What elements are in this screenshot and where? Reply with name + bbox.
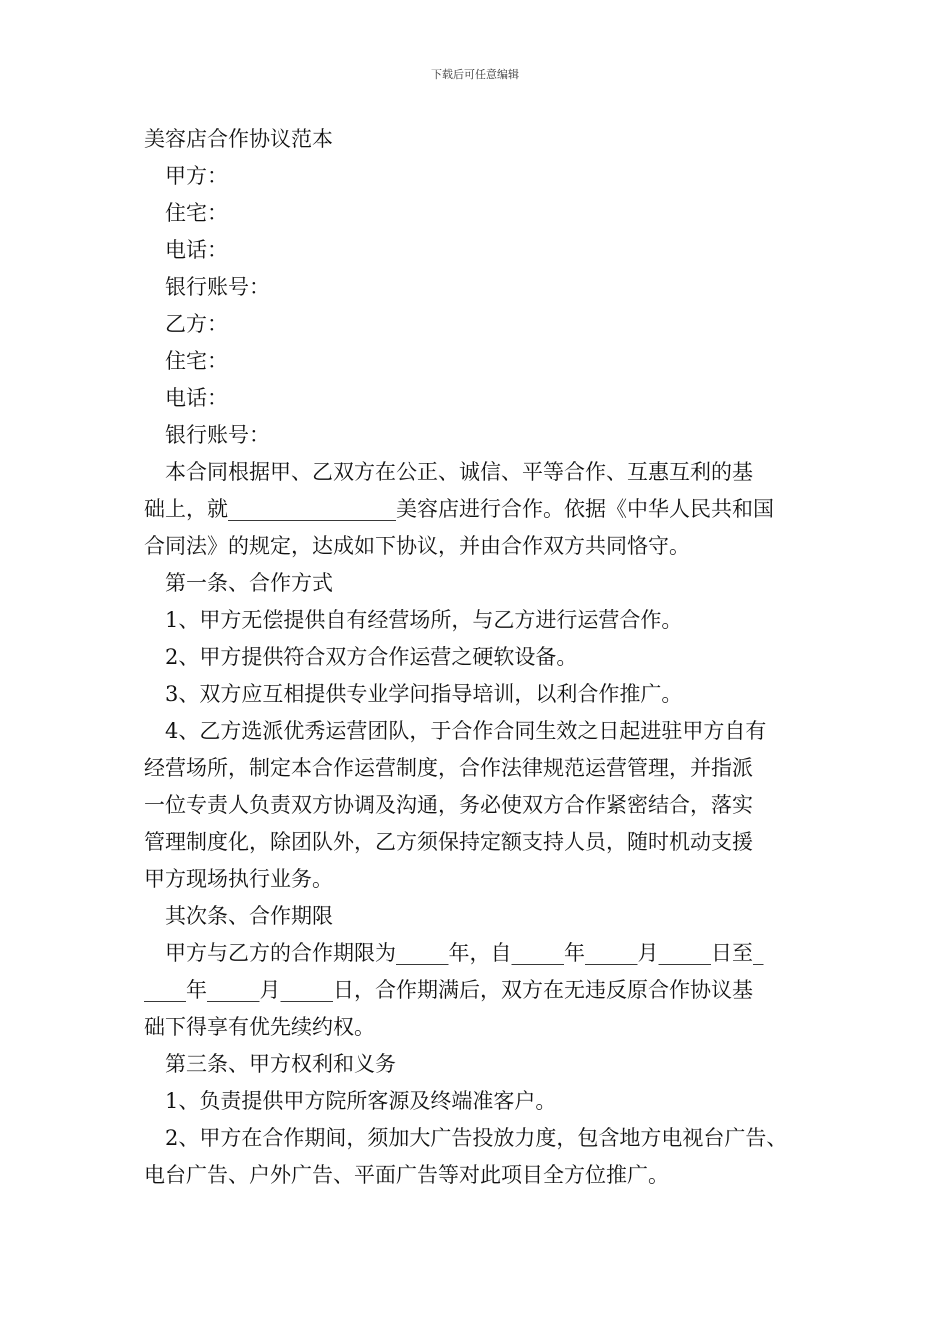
article-1-item-continued: 甲方现场执行业务。 (144, 867, 333, 891)
article-3-item: 2、甲方在合作期间，须加大广告投放力度，包含地方电视台广告、 (165, 1126, 788, 1150)
article-1-item: 1、甲方无偿提供自有经营场所，与乙方进行运营合作。 (165, 608, 683, 632)
page-header: 下载后可任意编辑 (431, 68, 519, 81)
article-3-heading: 第三条、甲方权利和义务 (165, 1052, 396, 1076)
document-title: 美容店合作协议范本 (144, 127, 333, 151)
document-body (144, 121, 844, 1194)
article-1-item-continued: 经营场所，制定本合作运营制度，合作法律规范运营管理，并指派 (144, 756, 753, 780)
party-b-label: 乙方： (165, 312, 228, 336)
article-2-heading: 其次条、合作期限 (165, 904, 333, 928)
article-3-item-continued: 电台广告、户外广告、平面广告等对此项目全方位推广。 (144, 1163, 669, 1187)
article-2-text: 础下得享有优先续约权。 (144, 1015, 375, 1039)
preamble-line: 础上，就________________美容店进行合作。依据《中华人民共和国 (144, 497, 774, 521)
article-1-item-continued: 一位专责人负责双方协调及沟通，务必使双方合作紧密结合，落实 (144, 793, 753, 817)
article-1-heading: 第一条、合作方式 (165, 571, 333, 595)
article-2-text: ____年_____月_____日，合作期满后，双方在无违反原合作协议基 (144, 978, 753, 1002)
party-a-phone: 电话： (165, 238, 228, 262)
party-b-address: 住宅： (165, 349, 228, 373)
party-a-bank-account: 银行账号： (165, 275, 270, 299)
article-1-item: 4、乙方选派优秀运营团队，于合作合同生效之日起进驻甲方自有 (165, 719, 767, 743)
article-3-item: 1、负责提供甲方院所客源及终端准客户。 (165, 1089, 557, 1113)
article-2-text: 甲方与乙方的合作期限为_____年，自_____年_____月_____日至_ (165, 941, 764, 965)
party-a-address: 住宅： (165, 201, 228, 225)
article-1-item-continued: 管理制度化，除团队外，乙方须保持定额支持人员，随时机动支援 (144, 830, 753, 854)
party-b-bank-account: 银行账号： (165, 423, 270, 447)
party-a-label: 甲方： (165, 164, 228, 188)
preamble-line: 合同法》的规定，达成如下协议，并由合作双方共同恪守。 (144, 534, 690, 558)
party-b-phone: 电话： (165, 386, 228, 410)
preamble-line: 本合同根据甲、乙双方在公正、诚信、平等合作、互惠互利的基 (165, 460, 753, 484)
article-1-item: 3、双方应互相提供专业学问指导培训，以利合作推广。 (165, 682, 683, 706)
article-1-item: 2、甲方提供符合双方合作运营之硬软设备。 (165, 645, 578, 669)
